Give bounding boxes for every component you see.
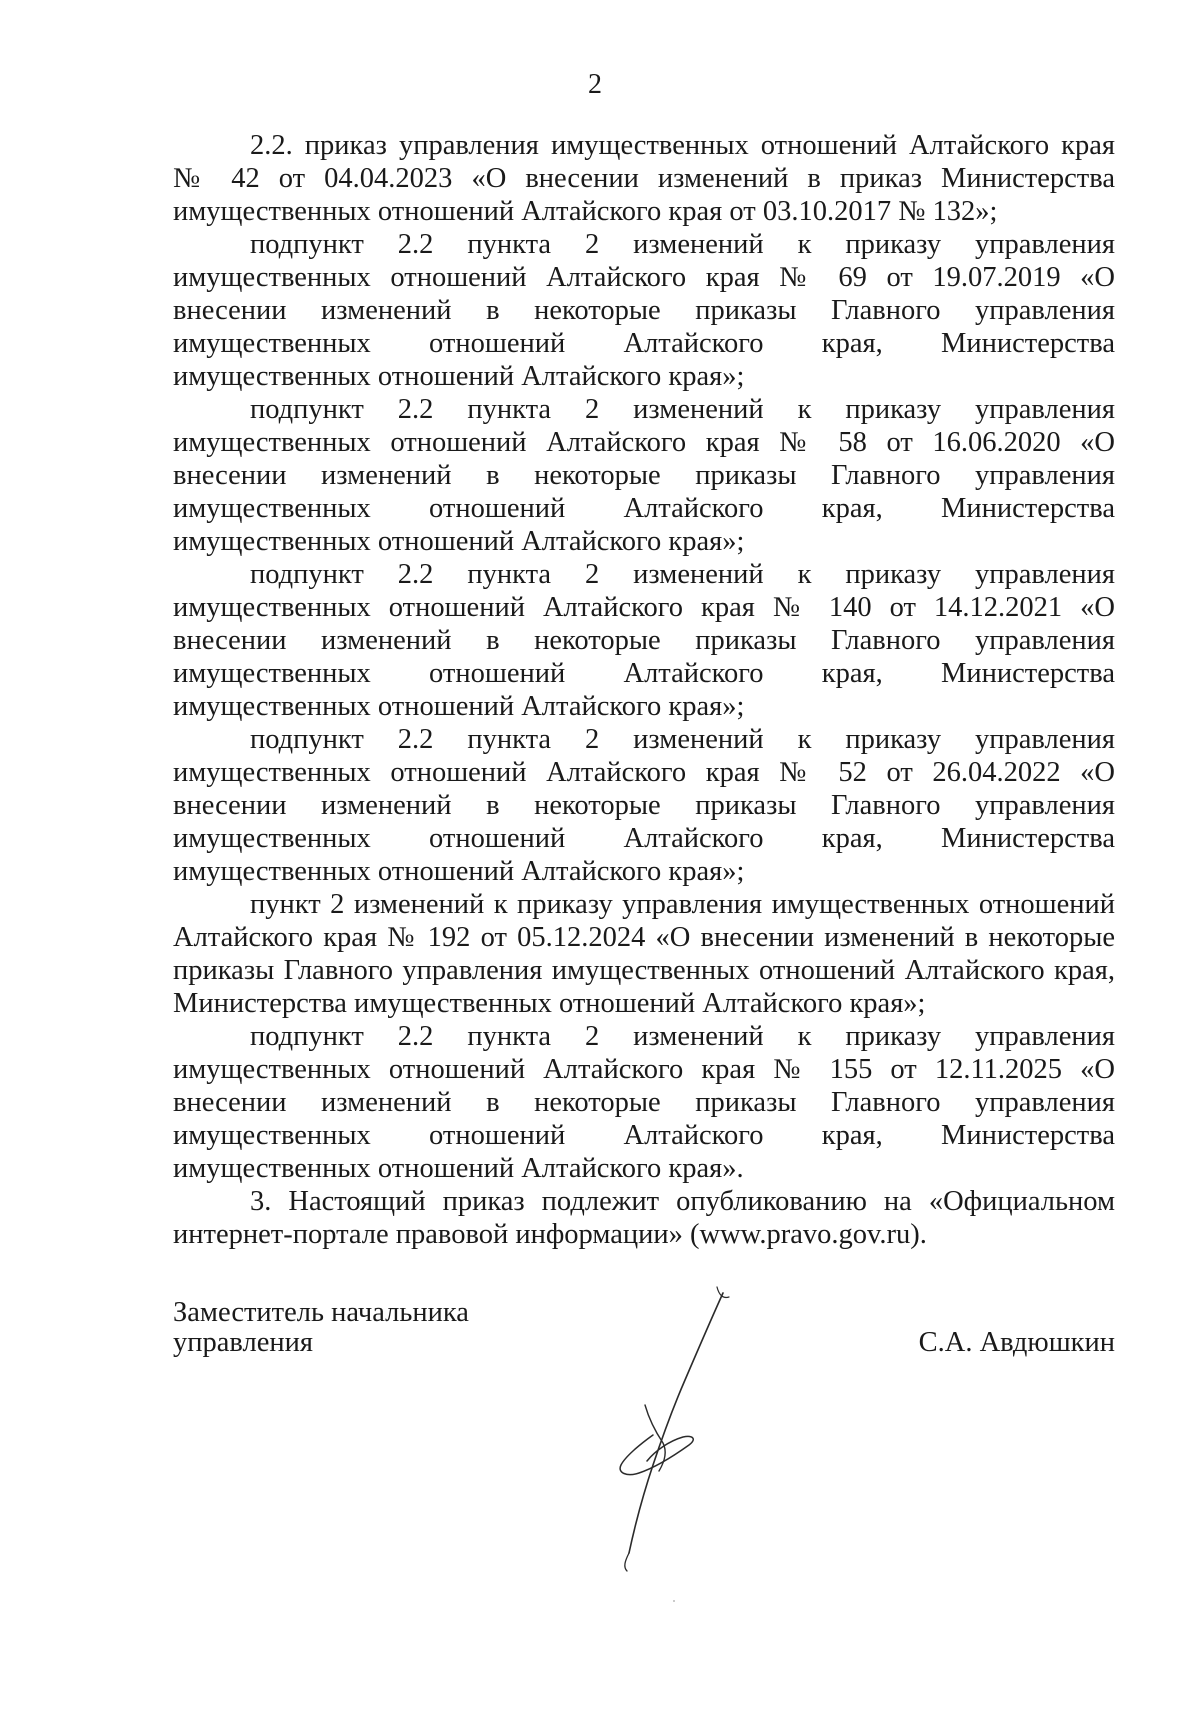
signatory-position — [173, 1298, 593, 1358]
signatory-position-line-2: управления — [173, 1327, 313, 1358]
signatory-name: С.А. Авдюшкин — [918, 1327, 1115, 1358]
paragraph-order-58: подпункт 2.2 пункта 2 изменений к приказу управления имущественных отношений Алтайского края № 58 от 16.06.2020 «О внесении изменений в некоторые приказы Главного управления имущественных отношений Алтайского края, Министерства имущественных отношений Алтайского края»; — [173, 394, 1115, 557]
paragraph-2-2: 2.2. приказ управления имущественных отношений Алтайского края № 42 от 04.04.2023 «О внесении изменений в приказ Министерства имущественных отношений Алтайского края от 03.10.2017 № 132»; — [173, 130, 1115, 227]
paragraph-order-52: подпункт 2.2 пункта 2 изменений к приказу управления имущественных отношений Алтайского края № 52 от 26.04.2022 «О внесении изменений в некоторые приказы Главного управления имущественных отношений Алтайского края, Министерства имущественных отношений Алтайского края»; — [173, 724, 1115, 887]
paragraph-order-155: подпункт 2.2 пункта 2 изменений к приказу управления имущественных отношений Алтайского края № 155 от 12.11.2025 «О внесении изменений в некоторые приказы Главного управления имущественных отношений Алтайского края, Министерства имущественных отношений Алтайского края». — [173, 1021, 1115, 1184]
signature-stroke-main — [629, 1293, 723, 1553]
paragraph-order-69: подпункт 2.2 пункта 2 изменений к приказу управления имущественных отношений Алтайского края № 69 от 19.07.2019 «О внесении изменений в некоторые приказы Главного управления имущественных отношений Алтайского края, Министерства имущественных отношений Алтайского края»; — [173, 229, 1115, 392]
handwritten-signature — [605, 1285, 745, 1575]
signature-stroke-hook — [625, 1553, 629, 1571]
signature-strokes — [620, 1287, 729, 1571]
paragraph-order-192: пункт 2 изменений к приказу управления имущественных отношений Алтайского края № 192 от 05.12.2024 «О внесении изменений в некоторые приказы Главного управления имущественных отношений Алтайского края, Министерства имущественных отношений Алтайского края»; — [173, 889, 1115, 1019]
document-body — [173, 129, 1115, 1251]
paragraph-order-140: подпункт 2.2 пункта 2 изменений к приказу управления имущественных отношений Алтайского края № 140 от 14.12.2021 «О внесении изменений в некоторые приказы Главного управления имущественных отношений Алтайского края, Министерства имущественных отношений Алтайского края»; — [173, 559, 1115, 722]
page-number: 2 — [588, 69, 602, 100]
signatory-position-line-1: Заместитель начальника — [173, 1297, 469, 1328]
paragraph-publication: 3. Настоящий приказ подлежит опубликованию на «Официальном интернет-портале правовой информации» (www.pravo.gov.ru). — [173, 1186, 1115, 1250]
scan-artifact-dot — [673, 1600, 675, 1602]
